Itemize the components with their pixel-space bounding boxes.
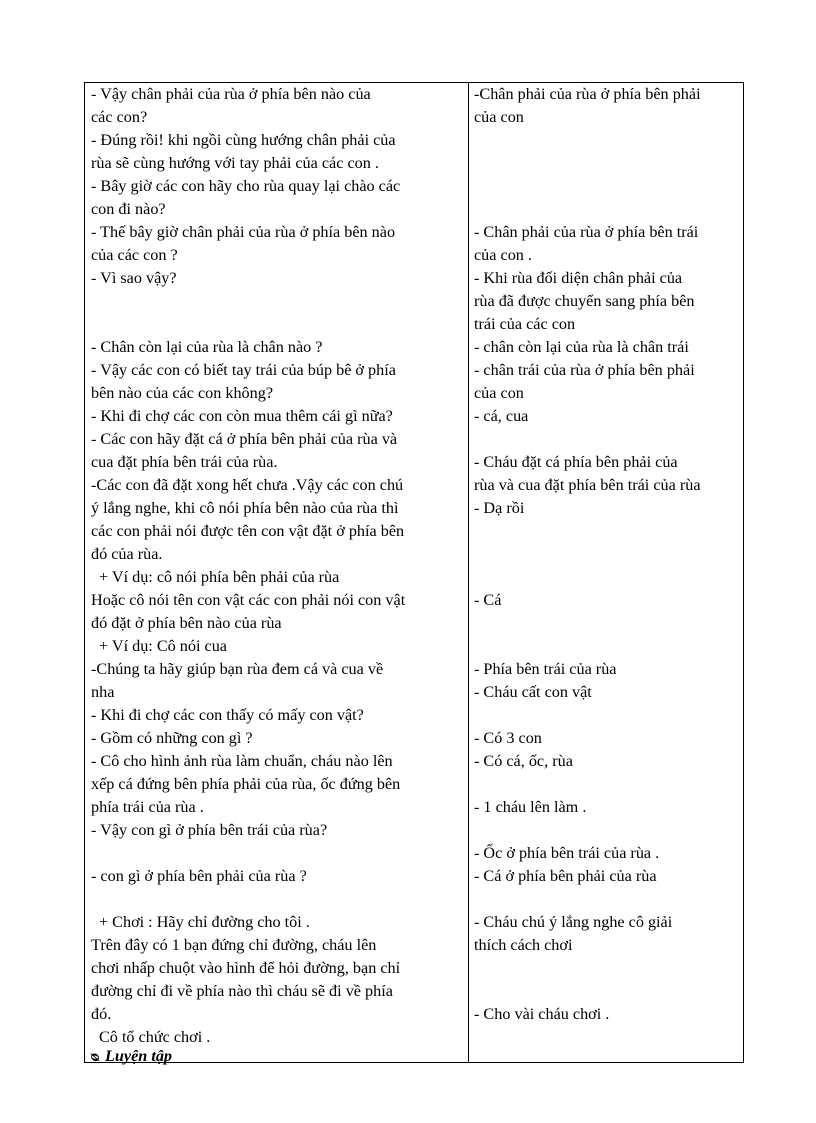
left-line: các con phải nói được tên con vật đặt ở phía bên — [91, 522, 405, 540]
right-line: - chân còn lại của rùa là chân trái — [474, 338, 689, 356]
left-line: đó đặt ở phía bên nào của rùa — [91, 614, 282, 632]
left-line: con đi nào? — [91, 200, 166, 218]
left-line: Trên đây có 1 bạn đứng chỉ đường, cháu lên — [91, 936, 377, 954]
right-line: - Có cá, ốc, rùa — [474, 752, 573, 770]
right-line: - Phía bên trái của rùa — [474, 660, 617, 678]
left-line: - Gồm có những con gì ? — [91, 729, 253, 747]
right-line: của con — [474, 108, 524, 126]
left-line: - Bây giờ các con hãy cho rùa quay lại chào các — [91, 177, 401, 195]
right-line: - Cháu cất con vật — [474, 683, 592, 701]
right-line: của con — [474, 384, 524, 402]
left-line: Cô tổ chức chơi . — [99, 1028, 211, 1046]
left-line: - Vậy con gì ở phía bên trái của rùa? — [91, 821, 328, 839]
left-line: - Chân còn lại của rùa là chân nào ? — [91, 338, 323, 356]
right-line: - Có 3 con — [474, 729, 542, 747]
left-line: nha — [91, 683, 115, 701]
right-line: - Cá ở phía bên phải của rùa — [474, 867, 657, 885]
right-line: rùa và cua đặt phía bên trái của rùa — [474, 476, 701, 494]
left-line: xếp cá đứng bên phía phải của rùa, ốc đứng bên — [91, 775, 401, 793]
right-line: của con . — [474, 246, 532, 264]
left-line: -Chúng ta hãy giúp bạn rùa đem cá và cua về — [91, 660, 384, 678]
column-divider — [468, 83, 469, 1062]
left-line: cua đặt phía bên trái của rùa. — [91, 453, 278, 471]
left-line: các con? — [91, 108, 148, 126]
right-line: thích cách chơi — [474, 936, 573, 954]
left-line: - Cô cho hình ảnh rùa làm chuẩn, cháu nào lên — [91, 752, 393, 770]
right-line: rùa đã được chuyển sang phía bên — [474, 292, 695, 310]
left-line: phía trái của rùa . — [91, 798, 204, 816]
left-line: chơi nhấp chuột vào hình để hỏi đường, bạn chỉ — [91, 959, 401, 977]
right-line: - 1 cháu lên làm . — [474, 798, 587, 816]
right-line: - Cháu chú ý lắng nghe cô giải — [474, 913, 673, 931]
right-line: -Chân phải của rùa ở phía bên phải — [474, 85, 701, 103]
right-line: - Ốc ở phía bên trái của rùa . — [474, 844, 660, 862]
left-line: - Các con hãy đặt cá ở phía bên phải của rùa và — [91, 430, 398, 448]
right-line: - chân trái của rùa ở phía bên phải — [474, 361, 695, 379]
section-bullet-icon: ᴓ — [91, 1047, 100, 1065]
left-line: - Vì sao vậy? — [91, 269, 177, 287]
left-line: -Các con đã đặt xong hết chưa .Vậy các con chú — [91, 476, 404, 494]
left-line: của các con ? — [91, 246, 178, 264]
left-line: - Khi đi chợ các con còn mua thêm cái gì nữa? — [91, 407, 393, 425]
left-line: - Thế bây giờ chân phải của rùa ở phía bên nào — [91, 223, 396, 241]
left-line: - Khi đi chợ các con thấy có mấy con vật? — [91, 706, 364, 724]
left-line: rùa sẽ cùng hướng với tay phải của các con . — [91, 154, 379, 172]
left-line: + Ví dụ: cô nói phía bên phải của rùa — [99, 568, 340, 586]
left-line: đó của rùa. — [91, 545, 163, 563]
right-line: - cá, cua — [474, 407, 529, 425]
right-line: - Chân phải của rùa ở phía bên trái — [474, 223, 699, 241]
right-line: trái của các con — [474, 315, 576, 333]
left-line: Hoặc cô nói tên con vật các con phải nói con vật — [91, 591, 406, 609]
right-line: - Dạ rồi — [474, 499, 525, 517]
right-line: - Cháu đặt cá phía bên phải của — [474, 453, 678, 471]
section-heading — [91, 1045, 172, 1068]
left-line: + Chơi : Hãy chỉ đường cho tôi . — [99, 913, 310, 931]
left-line: - Đúng rồi! khi ngồi cùng hướng chân phải của — [91, 131, 396, 149]
left-line: đó. — [91, 1005, 112, 1023]
right-line: - Cá — [474, 591, 502, 609]
left-line: - Vậy chân phải của rùa ở phía bên nào của — [91, 85, 371, 103]
left-line: đường chỉ đi về phía nào thì cháu sẽ đi về phía — [91, 982, 393, 1000]
lesson-table — [84, 82, 744, 1063]
section-title: Luyện tập — [105, 1047, 173, 1065]
left-line: + Ví dụ: Cô nói cua — [99, 637, 227, 655]
right-line: - Cho vài cháu chơi . — [474, 1005, 610, 1023]
left-line: bên nào của các con không? — [91, 384, 274, 402]
right-line: - Khi rùa đối diện chân phải của — [474, 269, 683, 287]
left-line: ý lắng nghe, khi cô nói phía bên nào của rùa thì — [91, 499, 399, 517]
left-line: - con gì ở phía bên phải của rùa ? — [91, 867, 307, 885]
left-line: - Vậy các con có biết tay trái của búp bê ở phía — [91, 361, 396, 379]
